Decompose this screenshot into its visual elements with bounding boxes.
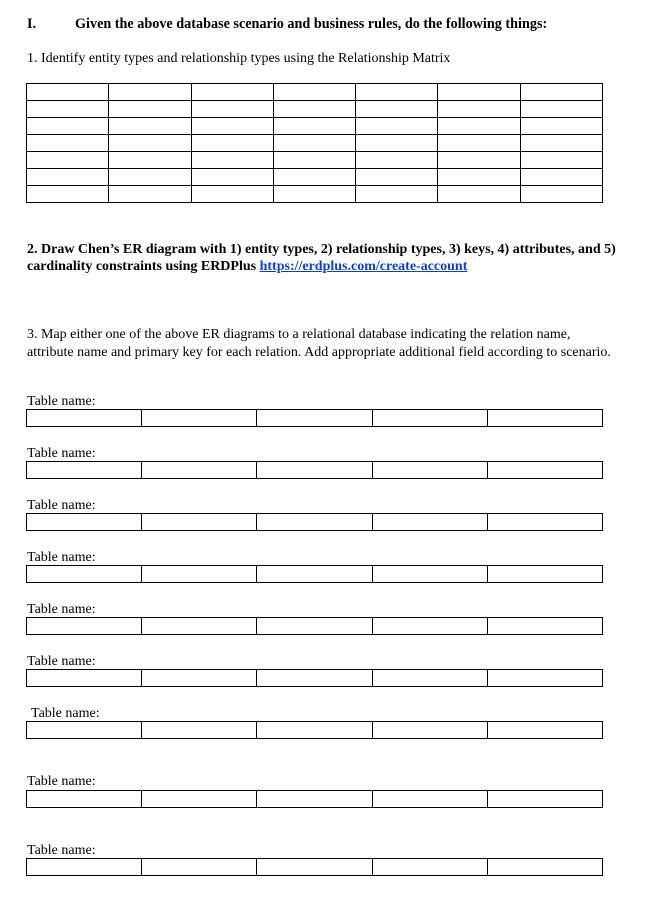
question-2-text: 2. Draw Chen’s ER diagram with 1) entity types, 2) relationship types, 3) keys, 4) attributes, and 5) cardinality constraints using ERDPlus bbox=[27, 242, 616, 274]
table-cell[interactable] bbox=[142, 670, 257, 687]
section-heading bbox=[27, 16, 547, 33]
table-row bbox=[27, 670, 603, 687]
table-cell[interactable] bbox=[27, 722, 142, 739]
matrix-cell[interactable] bbox=[191, 118, 273, 135]
matrix-row bbox=[27, 118, 603, 135]
relation-table bbox=[26, 858, 603, 876]
table-cell[interactable] bbox=[487, 791, 602, 808]
matrix-cell[interactable] bbox=[191, 169, 273, 186]
matrix-row bbox=[27, 101, 603, 118]
table-row bbox=[27, 514, 603, 531]
table-cell[interactable] bbox=[142, 462, 257, 479]
matrix-cell[interactable] bbox=[438, 152, 520, 169]
matrix-cell[interactable] bbox=[109, 101, 191, 118]
matrix-row bbox=[27, 84, 603, 101]
matrix-cell[interactable] bbox=[356, 84, 438, 101]
table-cell[interactable] bbox=[257, 859, 372, 876]
matrix-cell[interactable] bbox=[191, 84, 273, 101]
table-cell[interactable] bbox=[142, 791, 257, 808]
table-name-label: Table name: bbox=[27, 602, 96, 617]
table-cell[interactable] bbox=[487, 618, 602, 635]
matrix-cell[interactable] bbox=[273, 101, 355, 118]
matrix-cell[interactable] bbox=[109, 135, 191, 152]
table-cell[interactable] bbox=[257, 670, 372, 687]
matrix-cell[interactable] bbox=[520, 169, 602, 186]
section-number: I. bbox=[27, 16, 37, 32]
table-name-label: Table name: bbox=[27, 654, 96, 669]
matrix-cell[interactable] bbox=[273, 135, 355, 152]
relation-table bbox=[26, 790, 603, 808]
matrix-cell[interactable] bbox=[191, 101, 273, 118]
relation-table bbox=[26, 409, 603, 427]
erdplus-link[interactable]: https://erdplus.com/create-account bbox=[259, 259, 468, 274]
matrix-cell[interactable] bbox=[27, 135, 109, 152]
matrix-cell[interactable] bbox=[109, 118, 191, 135]
matrix-row bbox=[27, 152, 603, 169]
table-row bbox=[27, 859, 603, 876]
table-cell[interactable] bbox=[27, 791, 142, 808]
matrix-cell[interactable] bbox=[520, 135, 602, 152]
table-cell[interactable] bbox=[257, 722, 372, 739]
matrix-cell[interactable] bbox=[109, 84, 191, 101]
table-cell[interactable] bbox=[487, 462, 602, 479]
matrix-cell[interactable] bbox=[273, 152, 355, 169]
matrix-cell[interactable] bbox=[191, 186, 273, 203]
table-name-label: Table name: bbox=[31, 706, 100, 721]
table-cell[interactable] bbox=[372, 462, 487, 479]
table-cell[interactable] bbox=[487, 859, 602, 876]
matrix-row bbox=[27, 169, 603, 186]
table-cell[interactable] bbox=[142, 566, 257, 583]
relation-table bbox=[26, 513, 603, 531]
matrix-cell[interactable] bbox=[273, 169, 355, 186]
matrix-cell[interactable] bbox=[520, 186, 602, 203]
relation-table bbox=[26, 669, 603, 687]
relation-table bbox=[26, 721, 603, 739]
table-cell[interactable] bbox=[257, 514, 372, 531]
table-cell[interactable] bbox=[142, 859, 257, 876]
matrix-cell[interactable] bbox=[438, 186, 520, 203]
table-cell[interactable] bbox=[27, 618, 142, 635]
matrix-cell[interactable] bbox=[191, 135, 273, 152]
matrix-cell[interactable] bbox=[27, 152, 109, 169]
matrix-cell[interactable] bbox=[356, 152, 438, 169]
matrix-cell[interactable] bbox=[356, 169, 438, 186]
table-cell[interactable] bbox=[27, 670, 142, 687]
table-cell[interactable] bbox=[487, 514, 602, 531]
matrix-cell[interactable] bbox=[438, 101, 520, 118]
relationship-matrix bbox=[26, 83, 603, 203]
matrix-cell[interactable] bbox=[356, 186, 438, 203]
relation-table bbox=[26, 565, 603, 583]
table-cell[interactable] bbox=[487, 670, 602, 687]
table-cell[interactable] bbox=[487, 410, 602, 427]
matrix-cell[interactable] bbox=[520, 101, 602, 118]
table-cell[interactable] bbox=[27, 514, 142, 531]
table-cell[interactable] bbox=[257, 566, 372, 583]
matrix-cell[interactable] bbox=[27, 169, 109, 186]
matrix-cell[interactable] bbox=[438, 135, 520, 152]
table-cell[interactable] bbox=[142, 514, 257, 531]
table-name-label: Table name: bbox=[27, 446, 96, 461]
section-title: Given the above database scenario and business rules, do the following things: bbox=[75, 16, 548, 32]
matrix-cell[interactable] bbox=[109, 169, 191, 186]
matrix-cell[interactable] bbox=[109, 186, 191, 203]
table-cell[interactable] bbox=[372, 791, 487, 808]
matrix-cell[interactable] bbox=[520, 84, 602, 101]
table-row bbox=[27, 566, 603, 583]
table-row bbox=[27, 462, 603, 479]
table-cell[interactable] bbox=[142, 618, 257, 635]
relation-table bbox=[26, 617, 603, 635]
table-row bbox=[27, 722, 603, 739]
table-cell[interactable] bbox=[257, 791, 372, 808]
table-name-label: Table name: bbox=[27, 550, 96, 565]
table-cell[interactable] bbox=[257, 462, 372, 479]
table-name-label: Table name: bbox=[27, 774, 96, 789]
table-cell[interactable] bbox=[27, 566, 142, 583]
matrix-cell[interactable] bbox=[27, 186, 109, 203]
question-1-text: 1. Identify entity types and relationship types using the Relationship Matrix bbox=[27, 51, 451, 66]
table-cell[interactable] bbox=[487, 566, 602, 583]
matrix-cell[interactable] bbox=[438, 84, 520, 101]
matrix-row bbox=[27, 186, 603, 203]
matrix-row bbox=[27, 135, 603, 152]
table-row bbox=[27, 791, 603, 808]
table-cell[interactable] bbox=[372, 670, 487, 687]
matrix-cell[interactable] bbox=[109, 152, 191, 169]
matrix-cell[interactable] bbox=[27, 101, 109, 118]
table-cell[interactable] bbox=[142, 722, 257, 739]
matrix-cell[interactable] bbox=[520, 152, 602, 169]
table-cell[interactable] bbox=[27, 462, 142, 479]
table-row bbox=[27, 618, 603, 635]
table-cell[interactable] bbox=[27, 859, 142, 876]
table-cell[interactable] bbox=[142, 410, 257, 427]
table-cell[interactable] bbox=[487, 722, 602, 739]
table-cell[interactable] bbox=[372, 514, 487, 531]
question-3-text: 3. Map either one of the above ER diagrams to a relational database indicating the relation name, attribute name and primary key for each relation. Add appropriate additional field according to scenario. bbox=[27, 327, 611, 360]
matrix-cell[interactable] bbox=[356, 101, 438, 118]
matrix-cell[interactable] bbox=[356, 118, 438, 135]
matrix-cell[interactable] bbox=[27, 84, 109, 101]
matrix-cell[interactable] bbox=[273, 84, 355, 101]
table-cell[interactable] bbox=[372, 410, 487, 427]
table-cell[interactable] bbox=[372, 722, 487, 739]
table-cell[interactable] bbox=[27, 410, 142, 427]
table-name-label: Table name: bbox=[27, 498, 96, 513]
matrix-cell[interactable] bbox=[191, 152, 273, 169]
matrix-cell[interactable] bbox=[438, 169, 520, 186]
matrix-cell[interactable] bbox=[273, 186, 355, 203]
matrix-cell[interactable] bbox=[438, 118, 520, 135]
table-cell[interactable] bbox=[257, 618, 372, 635]
relation-table bbox=[26, 461, 603, 479]
question-2 bbox=[27, 241, 617, 275]
table-cell[interactable] bbox=[372, 859, 487, 876]
table-cell[interactable] bbox=[372, 566, 487, 583]
matrix-cell[interactable] bbox=[27, 118, 109, 135]
matrix-cell[interactable] bbox=[273, 118, 355, 135]
table-cell[interactable] bbox=[257, 410, 372, 427]
matrix-cell[interactable] bbox=[520, 118, 602, 135]
table-row bbox=[27, 410, 603, 427]
table-name-label: Table name: bbox=[27, 394, 96, 409]
matrix-cell[interactable] bbox=[356, 135, 438, 152]
table-name-label: Table name: bbox=[27, 843, 96, 858]
table-cell[interactable] bbox=[372, 618, 487, 635]
